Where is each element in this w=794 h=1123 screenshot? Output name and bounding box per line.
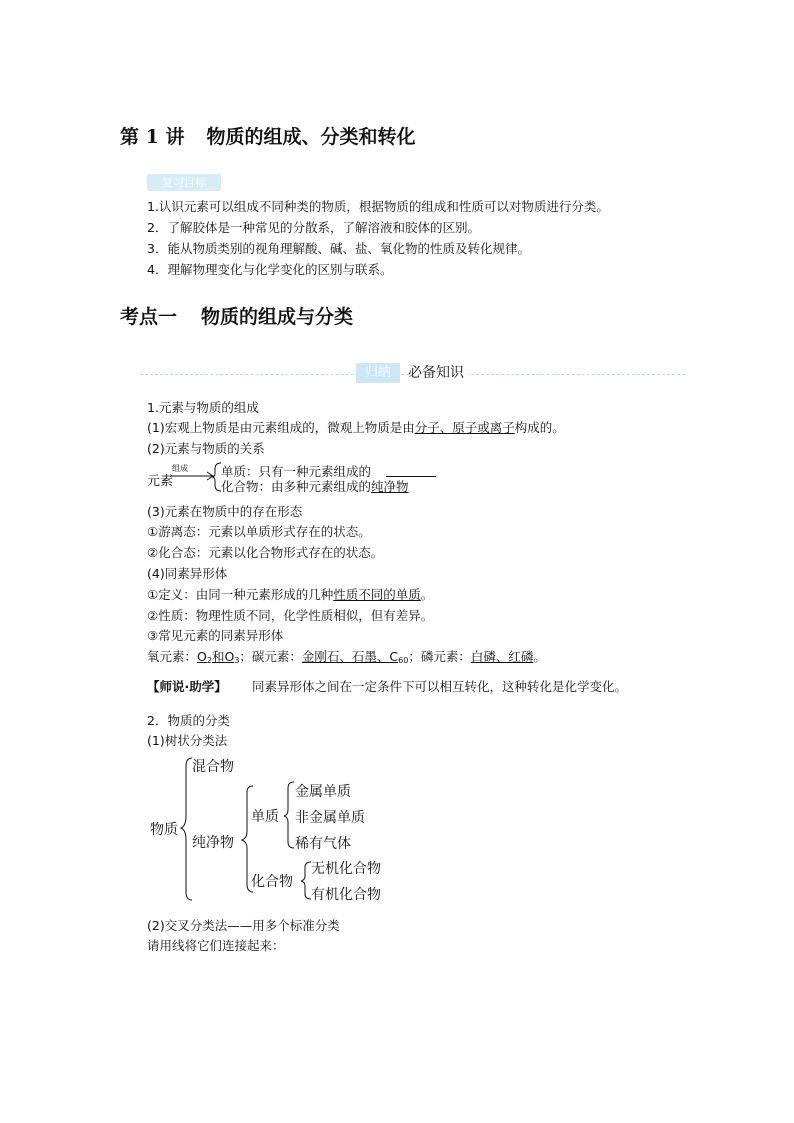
and-word: 和 <box>211 649 225 664</box>
lesson-title <box>120 122 415 149</box>
definition-text: ①定义：由同一种元素形成的几种 <box>147 587 334 602</box>
common-allotropes: ③常见元素的同素异形体 <box>147 628 284 643</box>
objective-4: 4．理解物理变化与化学变化的区别与联系。 <box>147 262 393 277</box>
carbon-answer <box>302 649 408 664</box>
tree-organic: 有机化合物 <box>311 887 381 903</box>
s1-2: (2)元素与物质的关系 <box>147 441 265 456</box>
tree-mixture: 混合物 <box>192 759 234 775</box>
allotrope-examples <box>147 647 546 665</box>
s1-1 <box>147 418 565 436</box>
elem-label: 元素 <box>147 474 174 489</box>
o3: O <box>224 649 235 664</box>
carbon-text: 金刚石、石墨、C <box>301 649 399 664</box>
oxygen-answer <box>197 649 239 664</box>
single-def: 单质：只有一种元素组成的 <box>221 464 372 479</box>
s1-heading: 1.元素与物质的组成 <box>147 400 259 415</box>
phos-label: ；磷元素： <box>408 649 471 664</box>
oxygen-label: 氧元素： <box>147 649 198 664</box>
s2-1: (1)树状分类法 <box>147 733 228 748</box>
lesson-title-text: 物质的组成、分类和转化 <box>206 126 416 148</box>
free-state: ①游离态：元素以单质形式存在的状态。 <box>147 524 371 539</box>
o3-sub: 3 <box>234 656 240 665</box>
s2-2: (2)交叉分类法——用多个标准分类 <box>147 918 340 933</box>
topic-title: 物质的组成与分类 <box>201 306 354 328</box>
arrow-label: 组成 <box>172 464 188 473</box>
tree-compound: 化合物 <box>251 874 293 890</box>
o2-sub: 2 <box>206 656 212 665</box>
definition-end: 。 <box>420 587 434 602</box>
section-title: 必备知识 <box>408 363 468 383</box>
c60-sub: 60 <box>398 656 409 665</box>
s2-heading: 2．物质的分类 <box>147 713 230 728</box>
section-box: 归纳 <box>356 363 400 383</box>
s1-1-end: 构成的。 <box>514 420 565 435</box>
tip-label: 【师说·助学】 <box>147 679 227 694</box>
tree-root: 物质 <box>150 822 178 838</box>
tree-inorganic: 无机化合物 <box>311 861 381 877</box>
lesson-number: 第 1 讲 <box>120 126 185 148</box>
tree-nonmetal: 非金属单质 <box>295 810 365 826</box>
s1-1-underline: 分子、原子或离子 <box>414 420 515 435</box>
carbon-label: ；碳元素： <box>239 649 302 664</box>
compound-def-text: 化合物：由多种元素组成的 <box>221 479 372 494</box>
s2-3: 请用线将它们连接起来： <box>147 938 285 953</box>
period: 。 <box>533 649 546 664</box>
phos-answer: 白磷、红磷 <box>470 649 534 664</box>
s1-4: (4)同素异形体 <box>147 566 228 581</box>
topic-heading <box>120 302 353 329</box>
tip-text: 同素异形体之间在一定条件下可以相互转化，这种转化是化学变化。 <box>252 679 628 694</box>
definition-underline: 性质不同的单质 <box>333 587 421 602</box>
combined-state: ②化合态：元素以化合物形式存在的状态。 <box>147 545 384 560</box>
objective-2: 2．了解胶体是一种常见的分散系，了解溶液和胶体的区别。 <box>147 220 480 235</box>
tree-pure: 纯净物 <box>192 835 234 851</box>
s1-3: (3)元素在物质中的存在形态 <box>147 504 303 519</box>
topic-label: 考点一 <box>120 306 178 328</box>
property: ②性质：物理性质不同，化学性质相似，但有差异。 <box>147 608 434 623</box>
tree-element: 单质 <box>251 809 279 825</box>
tree-noble: 稀有气体 <box>295 836 351 852</box>
s1-1-text: (1)宏观上物质是由元素组成的，微观上物质是由 <box>147 420 415 435</box>
review-badge: 复习目标 <box>147 174 221 191</box>
objective-3: 3．能从物质类别的视角理解酸、碱、盐、氧化物的性质及转化规律。 <box>147 241 530 256</box>
o2: O <box>197 649 207 664</box>
tree-metal: 金属单质 <box>295 784 351 800</box>
objective-1: 1.认识元素可以组成不同种类的物质，根据物质的组成和性质可以对物质进行分类。 <box>147 199 609 214</box>
compound-def <box>221 477 409 495</box>
compound-def-underline: 纯净物 <box>371 479 409 494</box>
definition <box>147 585 433 603</box>
